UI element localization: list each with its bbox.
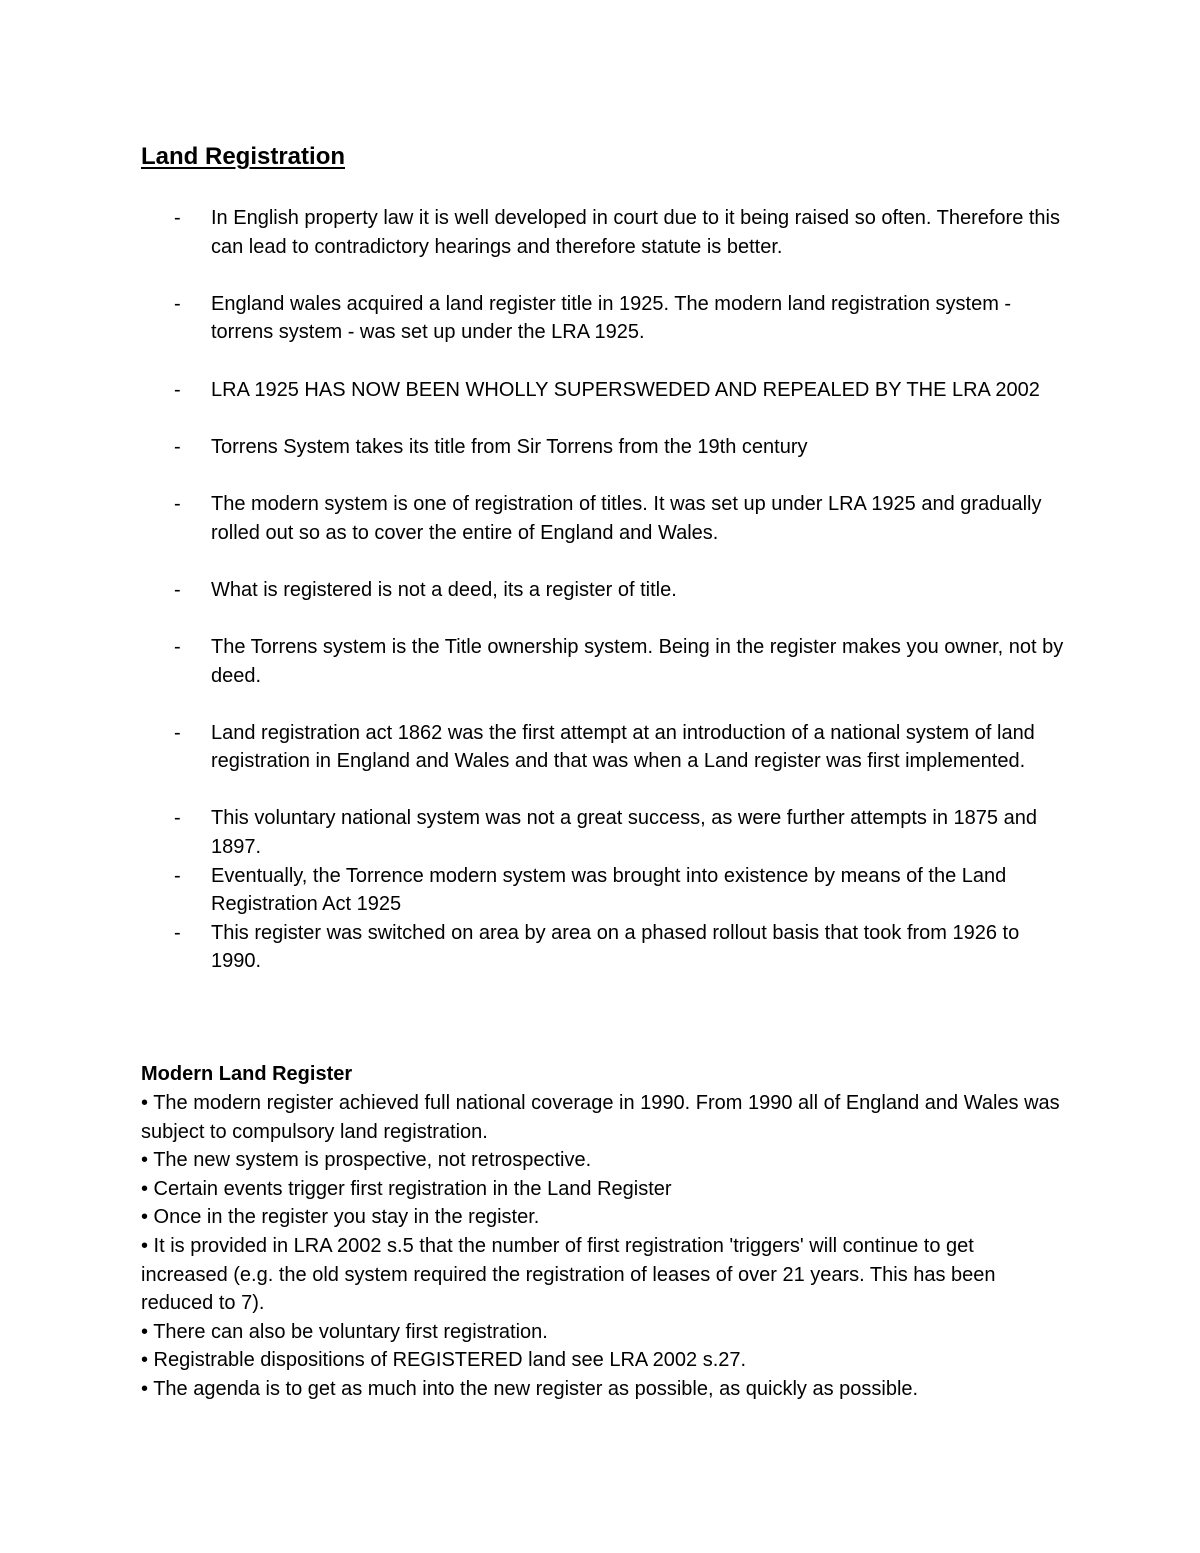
list-item-text: This voluntary national system was not a great success, as were further attempts in 1875 and 1897. [211,807,1037,859]
page-title: Land Registration [141,143,346,170]
list-item [0,919,1071,976]
bullet-item: • The new system is prospective, not retrospective. [141,1149,592,1172]
bullet-item: • It is provided in LRA 2002 s.5 that the number of first registration 'triggers' will continue to get increased (e.g. the old system required the registration of leases of over 21 years. This has been reduced to 7). [141,1234,996,1315]
bullet-item: • Certain events trigger first registration in the Land Register [141,1177,672,1200]
section-heading: Modern Land Register [141,1063,353,1085]
dash-marker: - [174,921,181,944]
bullet-item: • Once in the register you stay in the register. [141,1206,540,1229]
list-item-text: LRA 1925 HAS NOW BEEN WHOLLY SUPERSWEDED AND REPEALED BY THE LRA 2002 [211,378,1040,401]
dash-marker: - [174,378,181,401]
dash-marker: - [174,807,181,830]
list-item [0,633,1071,690]
list-item [0,576,1071,605]
dash-marker: - [174,635,181,658]
list-item [0,862,1071,919]
bullet-item: • There can also be voluntary first registration. [141,1320,548,1343]
list-item-text: What is registered is not a deed, its a register of title. [211,578,677,601]
list-item [0,804,1071,861]
list-item-text: The Torrens system is the Title ownership system. Being in the register makes you owner, not by deed. [211,635,1064,687]
bullet-item: • The modern register achieved full national coverage in 1990. From 1990 all of England and Wales was subject to compulsory land registration. [141,1092,1060,1143]
list-item-text: In English property law it is well developed in court due to it being raised so often. Therefore this can lead to contradictory hearings and therefore statute is better. [211,207,1060,258]
bullet-list [141,1089,1061,1404]
list-item [0,433,1071,462]
dash-marker: - [174,292,181,315]
list-item [0,290,1071,347]
list-item [0,204,1071,261]
dash-marker: - [174,435,181,458]
dash-marker: - [174,578,181,601]
list-item [0,490,1071,547]
dash-marker: - [174,721,181,744]
list-item-text: This register was switched on area by area on a phased rollout basis that took from 1926 to 1990. [211,921,1020,973]
list-item [0,719,1071,776]
list-item-text: Torrens System takes its title from Sir Torrens from the 19th century [211,435,808,458]
dash-marker: - [174,207,181,229]
dash-marker: - [174,864,181,887]
list-item-text: The modern system is one of registration of titles. It was set up under LRA 1925 and gradually rolled out so as to cover the entire of England and Wales. [211,492,1042,544]
list-item-text: Land registration act 1862 was the first attempt at an introduction of a national system of land registration in England and Wales and that was when a Land register was first implemented. [211,721,1035,773]
bullet-item: • The agenda is to get as much into the new register as possible, as quickly as possible. [141,1377,919,1400]
list-item-text: Eventually, the Torrence modern system was brought into existence by means of the Land Registration Act 1925 [211,864,1007,916]
dash-marker: - [174,492,181,515]
list-item-text: England wales acquired a land register title in 1925. The modern land registration system - torrens system - was set up under the LRA 1925. [211,292,1012,344]
bullet-item: • Registrable dispositions of REGISTERED land see LRA 2002 s.27. [141,1349,747,1372]
list-item [0,376,1071,405]
dash-list [0,204,1200,976]
